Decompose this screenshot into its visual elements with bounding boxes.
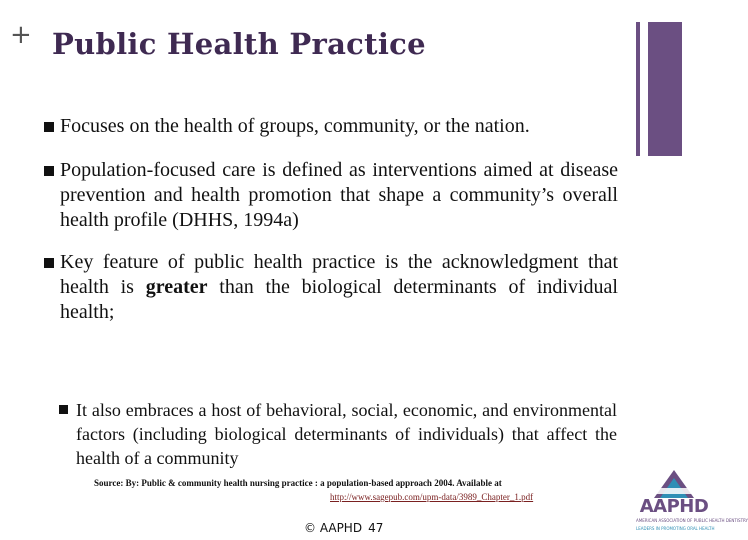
page-number: 47 (368, 521, 384, 535)
aaphd-logo (636, 466, 748, 536)
logo-tagline-1: AMERICAN ASSOCIATION OF PUBLIC HEALTH DENTISTRY (636, 518, 748, 523)
logo-name: AAPHD (639, 496, 709, 517)
footer (304, 521, 383, 535)
square-bullet-icon (59, 405, 68, 414)
bullet-list (44, 114, 618, 344)
accent-bar-thick (648, 22, 682, 156)
square-bullet-icon (44, 258, 54, 268)
accent-bar-thin (636, 22, 640, 156)
sub-bullet-text: It also embraces a host of behavioral, social, economic, and environmental factors (including biological determinants of individuals) that affect the health of a community (76, 400, 617, 468)
slide-title: Public Health Practice (52, 27, 426, 61)
bullet-text-before: Key feature of public health practice is the acknowledgment that health is (60, 251, 618, 298)
bullet-text: Population-focused care is defined as interventions aimed at disease prevention and health promotion that shape a community’s overall health profile (DHHS, 1994a) (60, 159, 618, 231)
source-citation: Source: By: Public & community health nursing practice : a population-based approach 2004. Available at (94, 478, 502, 488)
bullet-item (44, 114, 618, 139)
bullet-item (44, 250, 618, 325)
plus-icon: + (10, 20, 32, 50)
bullet-text: Focuses on the health of groups, community, or the nation. (60, 115, 530, 137)
sub-bullet-item (59, 398, 617, 470)
bullet-text-emphasis: greater (145, 276, 208, 298)
logo-tagline-2: LEADERS IN PROMOTING ORAL HEALTH (636, 526, 715, 531)
bullet-text-after: than the biological determinants of individual health; (60, 276, 618, 323)
logo-triangle-icon (636, 466, 712, 500)
source-link[interactable]: http://www.sagepub.com/upm-data/3989_Chapter_1.pdf (330, 492, 534, 502)
bullet-text (60, 251, 618, 323)
copyright-text: © AAPHD (304, 521, 363, 535)
bullet-item (44, 158, 618, 233)
square-bullet-icon (44, 166, 54, 176)
square-bullet-icon (44, 122, 54, 132)
